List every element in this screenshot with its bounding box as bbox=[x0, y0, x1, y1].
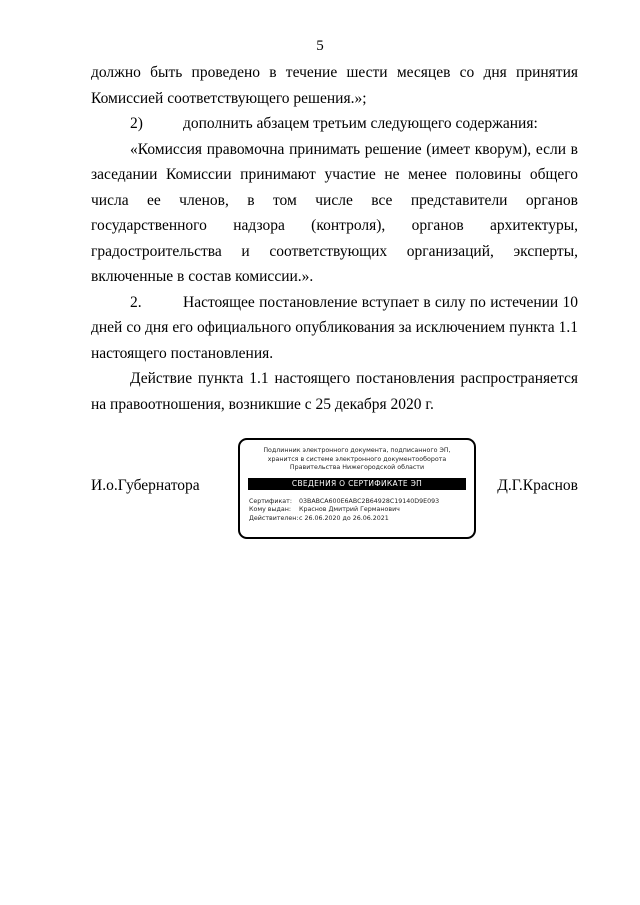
stamp-header bbox=[240, 447, 474, 473]
item-text: Настоящее постановление вступает в силу по истечении 10 дней со дня его официального опубликования за исключением пункта 1.1 настоящего постановления. bbox=[91, 293, 578, 362]
item-number: 2) bbox=[130, 115, 143, 132]
stamp-label: Сертификат: bbox=[249, 497, 292, 505]
stamp-title-bar: СВЕДЕНИЯ О СЕРТИФИКАТЕ ЭП bbox=[248, 478, 466, 490]
signature-block bbox=[91, 438, 578, 542]
stamp-label: Кому выдан: bbox=[249, 506, 291, 514]
stamp-value: Краснов Дмитрий Германович bbox=[299, 506, 400, 514]
document-body bbox=[91, 60, 578, 417]
paragraph-continuation: должно быть проведено в течение шести месяцев со дня принятия Комиссией соответствующего решения.»; bbox=[91, 64, 578, 107]
stamp-header-line: хранится в системе электронного документооборота bbox=[267, 455, 447, 463]
page-number: 5 bbox=[316, 38, 324, 54]
electronic-signature-stamp bbox=[238, 438, 476, 539]
stamp-header-line: Правительства Нижегородской области bbox=[289, 464, 425, 472]
stamp-validity-row bbox=[249, 515, 474, 524]
paragraph-item-2 bbox=[91, 111, 578, 137]
stamp-label: Действителен: bbox=[249, 514, 299, 522]
paragraph-effective-date bbox=[91, 290, 578, 367]
stamp-value: 03BABCA600E6ABC2B64928C19140D9E093 bbox=[299, 497, 440, 505]
stamp-header-line: Подлинник электронного документа, подписанного ЭП, bbox=[263, 447, 451, 454]
signatory-position: И.о.Губернатора bbox=[91, 477, 200, 494]
signatory-name: Д.Г.Краснов bbox=[497, 477, 578, 494]
stamp-value: с 26.06.2020 до 26.06.2021 bbox=[299, 514, 389, 522]
stamp-issued-row bbox=[249, 506, 474, 515]
item-text: дополнить абзацем третьим следующего содержания: bbox=[183, 115, 538, 132]
stamp-details bbox=[249, 498, 474, 524]
paragraph-retroactive: Действие пункта 1.1 настоящего постановления распространяется на правоотношения, возникшие с 25 декабря 2020 г. bbox=[91, 370, 578, 413]
paragraph-quorum: «Комиссия правомочна принимать решение (имеет кворум), если в заседании Комиссии принимают участие не менее половины общего числа ее членов, в том числе все представители органов государственного надзора (контроля), органов архитектуры, градостроительства и соответствующих организаций, эксперты, включенные в состав комиссии.». bbox=[91, 140, 578, 285]
item-number: 2. bbox=[130, 293, 142, 311]
